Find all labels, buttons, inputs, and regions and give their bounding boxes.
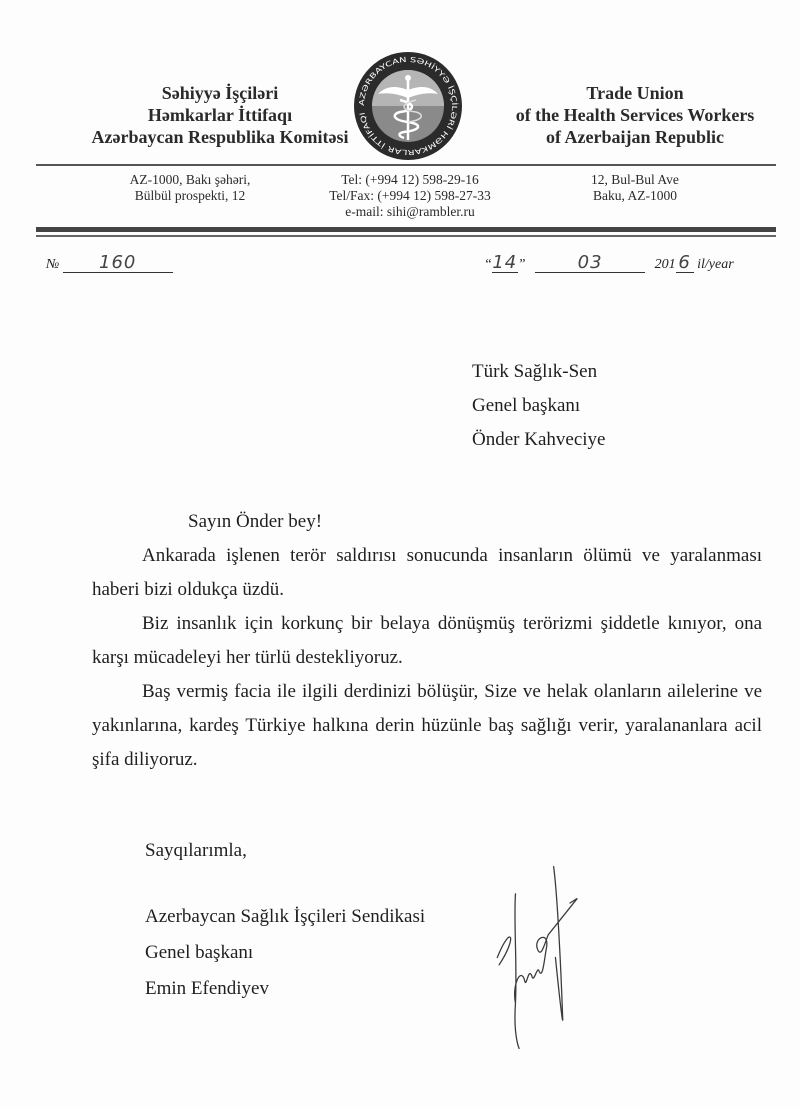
signer-organization: Azerbaycan Sağlık İşçileri Sendikasi — [145, 906, 426, 927]
letterhead-left-title — [80, 82, 360, 148]
logo-ring-text: AZƏRBAYCAN SƏHİYYƏ İŞÇİLƏRİ HƏMKARLAR İTTİFAQI — [357, 55, 459, 157]
letterhead-left-line: Azərbaycan Respublika Komitəsi — [91, 127, 349, 147]
header-divider-thick — [36, 227, 776, 232]
letter-body — [92, 505, 762, 777]
number-label: № — [46, 257, 60, 272]
reference-number-value: 160 — [99, 252, 137, 273]
contact-phones-email — [300, 172, 520, 220]
handwritten-signature-icon — [490, 848, 590, 1058]
close-quote: ” — [517, 257, 526, 272]
recipient-organization: Türk Sağlık-Sen — [472, 361, 598, 382]
date-year-digit: 6 — [678, 252, 691, 273]
recipient-name: Önder Kahveciye — [472, 429, 606, 450]
letterhead-right-title — [490, 82, 780, 148]
reference-date — [484, 252, 734, 273]
date-day: 14 — [492, 252, 518, 273]
letterhead-right-line: of the Health Services Workers — [515, 105, 755, 125]
body-paragraph: Ankarada işlenen terör saldırısı sonucunda insanların ölümü ve yaralanması haberi bizi oldukça üzdü. — [92, 545, 762, 600]
letterhead-right-line: Trade Union — [586, 83, 684, 103]
date-year-suffix: il/year — [697, 257, 734, 272]
header-divider — [36, 164, 776, 166]
reference-number — [46, 252, 173, 273]
contact-line: Bülbül prospekti, 12 — [134, 188, 246, 203]
date-year-prefix: 201 — [654, 257, 676, 272]
recipient-block — [472, 355, 605, 457]
recipient-title: Genel başkanı — [472, 395, 581, 416]
contact-email: e-mail: sihi@rambler.ru — [345, 204, 475, 219]
signer-name: Emin Efendiyev — [145, 978, 269, 999]
letterhead-right-line: of Azerbaijan Republic — [546, 127, 724, 147]
open-quote: “ — [484, 257, 492, 272]
closing: Sayqılarımla, — [145, 840, 247, 861]
body-paragraph: Baş vermiş facia ile ilgili derdinizi bölüşür, Size ve helak olanların ailelerine ve yakınlarına, kardeş Türkiye halkına derin hüzünle baş sağlığı verir, yaralananlara acil şifa diliyoruz. — [92, 681, 762, 770]
date-month: 03 — [577, 252, 603, 273]
body-paragraph: Biz insanlık için korkunç bir belaya dönüşmüş terörizmi şiddetle kınıyor, ona karşı mücadeleyi her türlü destekliyoruz. — [92, 613, 762, 668]
letterhead-left-line: Səhiyyə İşçiləri — [161, 83, 279, 103]
contact-address-english — [545, 172, 725, 204]
contact-address-local — [90, 172, 290, 204]
contact-line: Baku, AZ-1000 — [593, 188, 677, 203]
contact-phone: Tel: (+994 12) 598-29-16 — [341, 172, 479, 187]
caduceus-emblem-icon — [352, 50, 464, 162]
signer-title: Genel başkanı — [145, 942, 254, 963]
contact-fax: Tel/Fax: (+994 12) 598-27-33 — [329, 188, 491, 203]
letterhead-left-line: Həmkarlar İttifaqı — [147, 105, 293, 125]
greeting: Sayın Önder bey! — [188, 511, 323, 532]
contact-line: AZ-1000, Bakı şəhəri, — [129, 172, 251, 187]
contact-line: 12, Bul-Bul Ave — [591, 172, 679, 187]
header-divider-thin — [36, 235, 776, 237]
